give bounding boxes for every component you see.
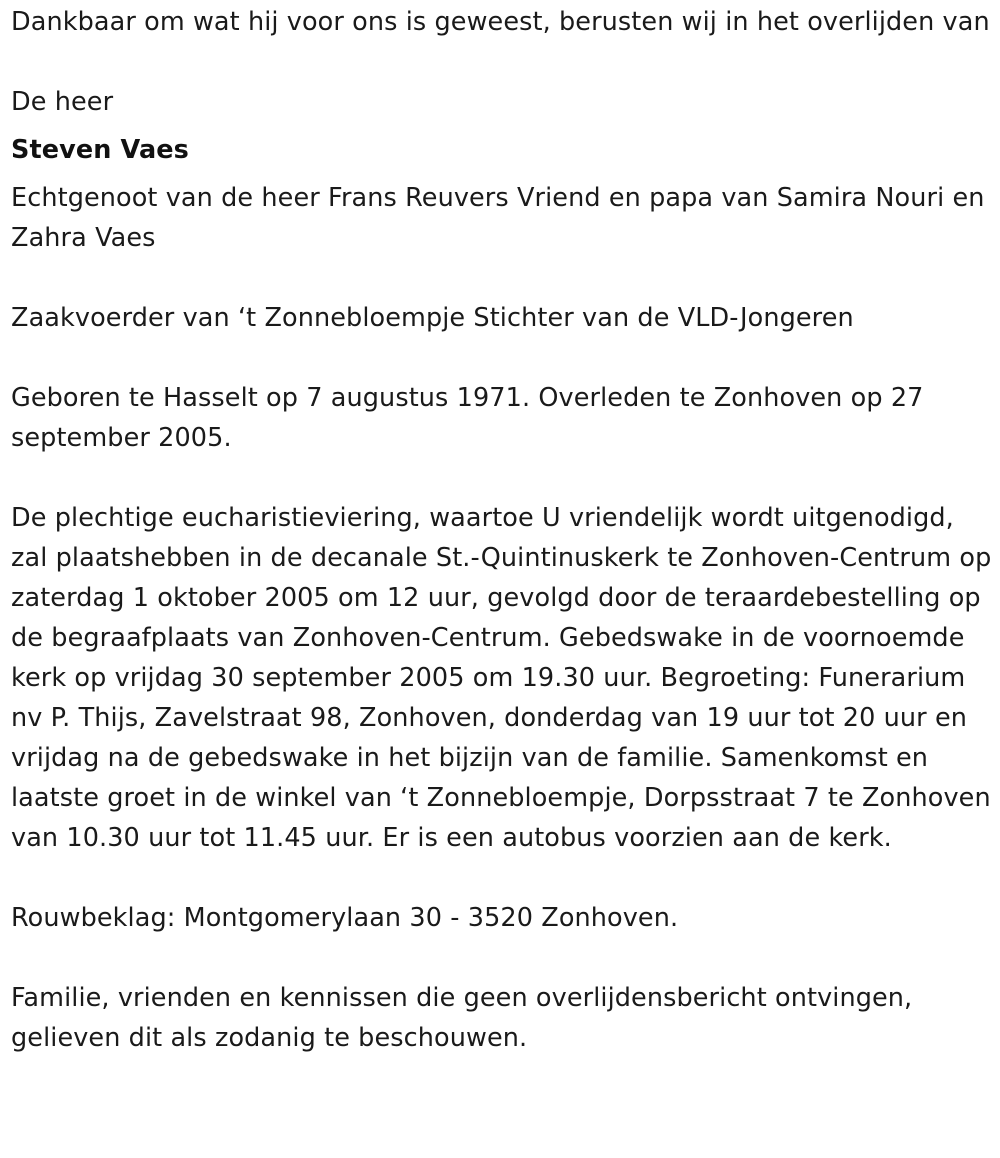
spacer <box>11 338 993 378</box>
birth-death-text: Geboren te Hasselt op 7 augustus 1971. Overleden te Zonhoven op 27 september 2005. <box>11 383 924 453</box>
roles-text: Zaakvoerder van ‘t Zonnebloempje Stichter van de VLD-Jongeren <box>11 303 854 333</box>
intro-text: Dankbaar om wat hij voor ons is geweest, berusten wij in het overlijden van <box>11 7 990 37</box>
spacer <box>11 858 993 898</box>
spacer <box>11 170 993 178</box>
ceremony-text: De plechtige eucharistieviering, waartoe U vriendelijk wordt uitgenodigd, zal plaatshebben in de decanale St.-Quintinuskerk te Zonhoven-Centrum op zaterdag 1 oktober 2005 om 12 uur, gevolgd door de teraardebestelling op de begraafplaats van Zonhoven-Centrum. Gebedswake in de voornoemde kerk op vrijdag 30 september 2005 om 19.30 uur. Begroeting: Funerarium nv P. Thijs, Zavelstraat 98, Zonhoven, donderdag van 19 uur tot 20 uur en vrijdag na de gebedswake in het bijzijn van de familie. Samenkomst en laatste groet in de winkel van ‘t Zonnebloempje, Dorpsstraat 7 te Zonhoven van 10.30 uur tot 11.45 uur. Er is een autobus voorzien aan de kerk. <box>11 503 992 853</box>
deceased-name: Steven Vaes <box>11 135 189 165</box>
obituary-notice <box>11 2 993 1058</box>
spacer <box>11 458 993 498</box>
closing-text: Familie, vrienden en kennissen die geen overlijdensbericht ontvingen, gelieven dit als zodanig te beschouwen. <box>11 983 913 1053</box>
spacer <box>11 122 993 130</box>
condolence-address: Rouwbeklag: Montgomerylaan 30 - 3520 Zonhoven. <box>11 903 679 933</box>
spacer <box>11 938 993 978</box>
spacer <box>11 258 993 298</box>
relations-text: Echtgenoot van de heer Frans Reuvers Vriend en papa van Samira Nouri en Zahra Vaes <box>11 183 985 253</box>
title-prefix: De heer <box>11 87 114 117</box>
spacer <box>11 42 993 82</box>
